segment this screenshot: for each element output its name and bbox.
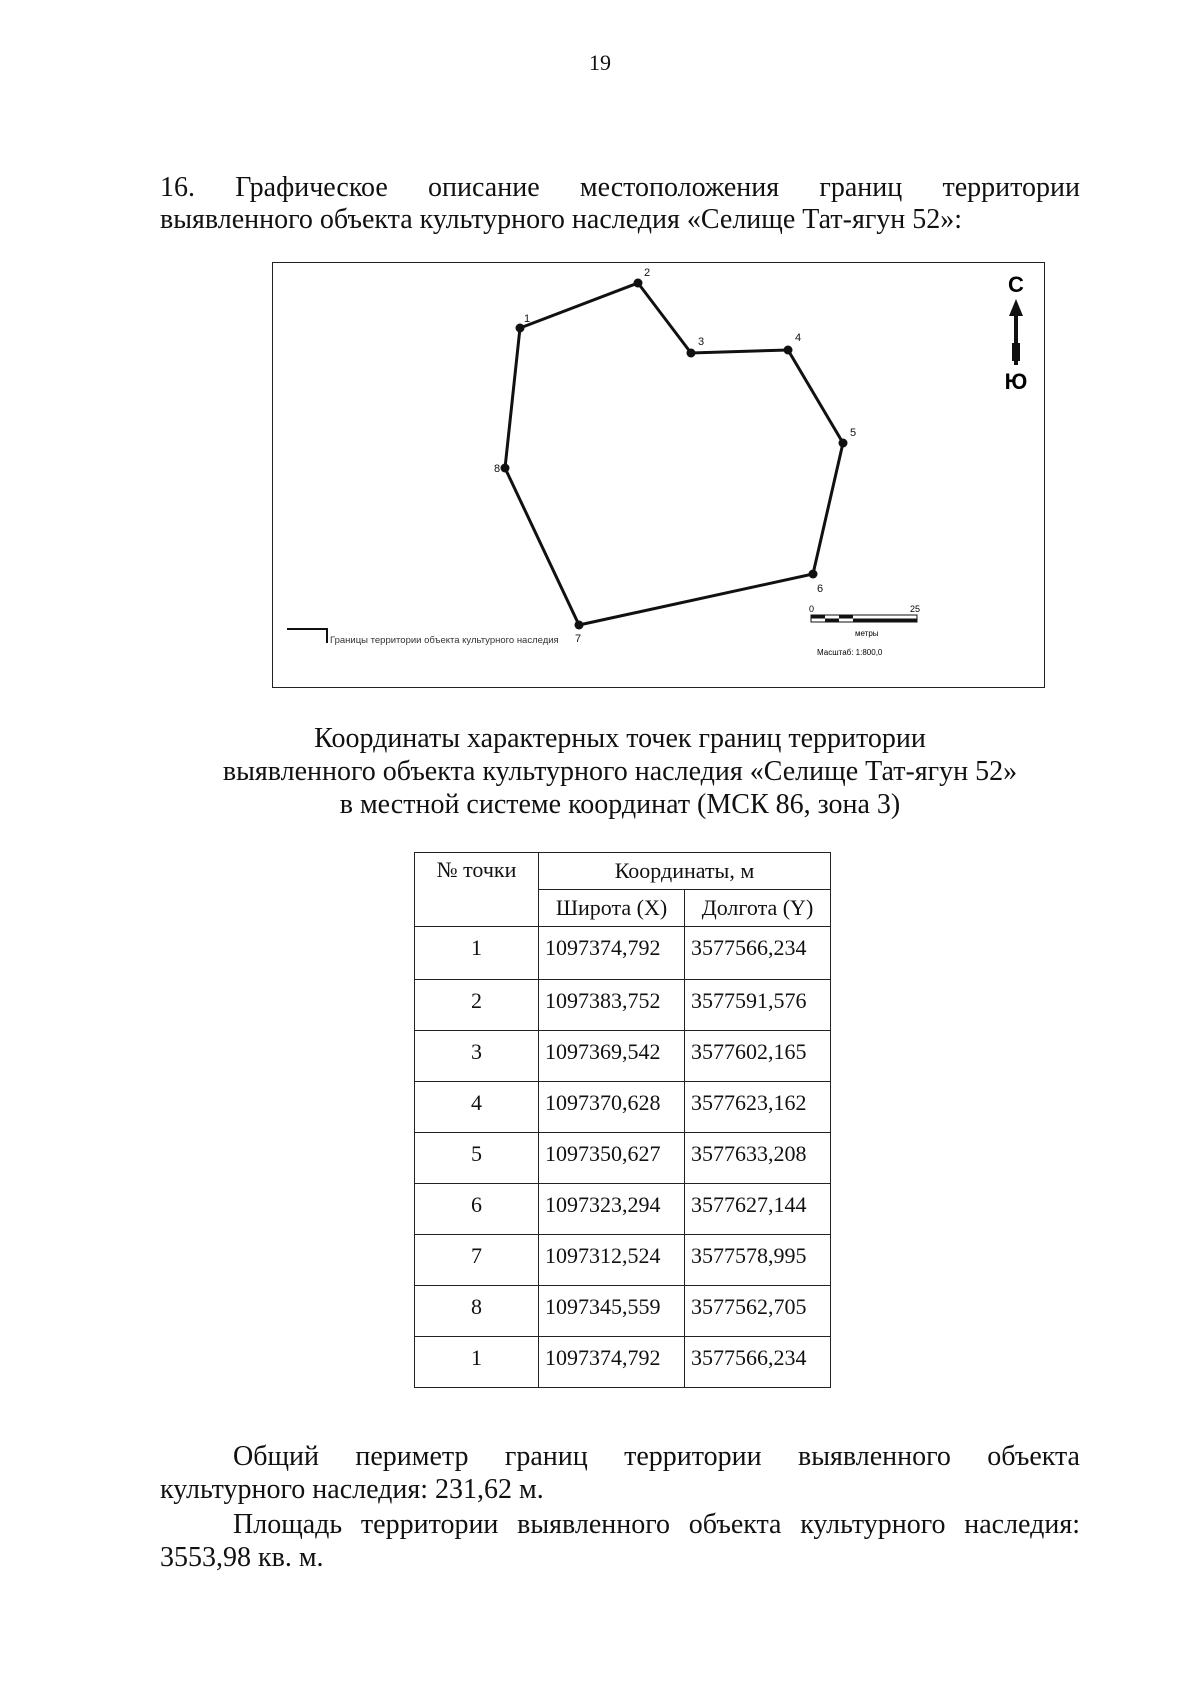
scale-end: 25 bbox=[910, 604, 921, 614]
point-label: 6 bbox=[817, 583, 824, 595]
point-marker bbox=[575, 621, 584, 630]
scale-units: метры bbox=[855, 629, 879, 638]
cell-x: 1097374,792 bbox=[539, 1337, 685, 1388]
header-coordinates: Координаты, м bbox=[539, 853, 831, 890]
cell-y: 3577562,705 bbox=[685, 1286, 831, 1337]
perimeter-line1: Общий периметр границ территории выявленного объекта bbox=[233, 1441, 1080, 1472]
coordinates-title bbox=[0, 722, 1200, 821]
coordinates-table bbox=[414, 852, 831, 1388]
cell-x: 1097369,542 bbox=[539, 1031, 685, 1082]
cell-point: 4 bbox=[415, 1082, 539, 1133]
area-paragraph bbox=[160, 1508, 1080, 1574]
coordinates-title-line2: выявленного объекта культурного наследия «Селище Тат-ягун 52» bbox=[222, 756, 1018, 787]
scale-start: 0 bbox=[809, 604, 815, 614]
perimeter-line2: культурного наследия: 231,62 м. bbox=[160, 1474, 544, 1505]
point-marker bbox=[634, 279, 643, 288]
header-y: Долгота (Y) bbox=[685, 890, 831, 927]
header-x: Широта (X) bbox=[539, 890, 685, 927]
point-label: 8 bbox=[494, 463, 501, 475]
cell-y: 3577633,208 bbox=[685, 1133, 831, 1184]
cell-x: 1097323,294 bbox=[539, 1184, 685, 1235]
point-label: 4 bbox=[795, 332, 802, 344]
cell-point: 1 bbox=[415, 1337, 539, 1388]
section-title-line2: выявленного объекта культурного наследия «Селище Тат-ягун 52»: bbox=[160, 204, 963, 235]
scale-text: Масштаб: 1:800,0 bbox=[817, 648, 883, 657]
point-marker bbox=[687, 349, 696, 358]
cell-y: 3577602,165 bbox=[685, 1031, 831, 1082]
cell-point: 1 bbox=[415, 927, 539, 980]
table-row bbox=[415, 1133, 831, 1184]
cell-point: 2 bbox=[415, 980, 539, 1031]
point-marker bbox=[784, 346, 793, 355]
point-marker bbox=[501, 464, 510, 473]
cell-point: 6 bbox=[415, 1184, 539, 1235]
north-arrow-icon bbox=[1005, 272, 1028, 394]
cell-x: 1097383,752 bbox=[539, 980, 685, 1031]
table-row bbox=[415, 1184, 831, 1235]
map-drawing bbox=[273, 263, 1043, 686]
point-marker bbox=[839, 439, 848, 448]
point-label: 7 bbox=[575, 633, 582, 645]
table-row bbox=[415, 1031, 831, 1082]
table-row bbox=[415, 980, 831, 1031]
point-label: 3 bbox=[698, 336, 705, 348]
south-label: Ю bbox=[1004, 369, 1028, 394]
cell-x: 1097350,627 bbox=[539, 1133, 685, 1184]
cell-y: 3577578,995 bbox=[685, 1235, 831, 1286]
section-title bbox=[160, 172, 1080, 236]
cell-y: 3577623,162 bbox=[685, 1082, 831, 1133]
table-row bbox=[415, 1337, 831, 1388]
page-number: 19 bbox=[589, 50, 611, 75]
point-marker bbox=[809, 570, 818, 579]
section-title-text1: Графическое описание местоположения границ территории bbox=[235, 172, 1080, 203]
north-label: С bbox=[1008, 272, 1024, 297]
cell-point: 7 bbox=[415, 1235, 539, 1286]
cell-y: 3577627,144 bbox=[685, 1184, 831, 1235]
section-number: 16. bbox=[160, 172, 195, 203]
cell-x: 1097345,559 bbox=[539, 1286, 685, 1337]
area-line1: Площадь территории выявленного объекта культурного наследия: bbox=[233, 1509, 1080, 1540]
cell-x: 1097312,524 bbox=[539, 1235, 685, 1286]
cell-y: 3577591,576 bbox=[685, 980, 831, 1031]
cell-point: 8 bbox=[415, 1286, 539, 1337]
cell-x: 1097374,792 bbox=[539, 927, 685, 980]
point-label: 2 bbox=[644, 267, 651, 279]
scale-bar bbox=[809, 604, 920, 657]
table-row bbox=[415, 927, 831, 980]
cell-point: 3 bbox=[415, 1031, 539, 1082]
cell-y: 3577566,234 bbox=[685, 1337, 831, 1388]
point-label: 5 bbox=[850, 427, 857, 439]
cell-x: 1097370,628 bbox=[539, 1082, 685, 1133]
coordinates-title-line3: в местной системе координат (МСК 86, зона 3) bbox=[339, 789, 901, 820]
point-label: 1 bbox=[524, 313, 531, 325]
header-point: № точки bbox=[415, 853, 539, 927]
area-line2: 3553,98 кв. м. bbox=[160, 1542, 324, 1573]
perimeter-paragraph bbox=[160, 1440, 1080, 1506]
legend-line-icon bbox=[287, 629, 327, 643]
table-row bbox=[415, 1082, 831, 1133]
table-row bbox=[415, 1286, 831, 1337]
cell-point: 5 bbox=[415, 1133, 539, 1184]
boundary-map bbox=[272, 262, 1045, 688]
cell-y: 3577566,234 bbox=[685, 927, 831, 980]
legend-label: Границы территории объекта культурного наследия bbox=[330, 635, 559, 646]
boundary-polygon bbox=[505, 283, 843, 625]
map-legend bbox=[287, 629, 559, 646]
table-row bbox=[415, 1235, 831, 1286]
section-title-line1 bbox=[87, 172, 1080, 204]
coordinates-title-line1: Координаты характерных точек границ территории bbox=[314, 723, 926, 754]
